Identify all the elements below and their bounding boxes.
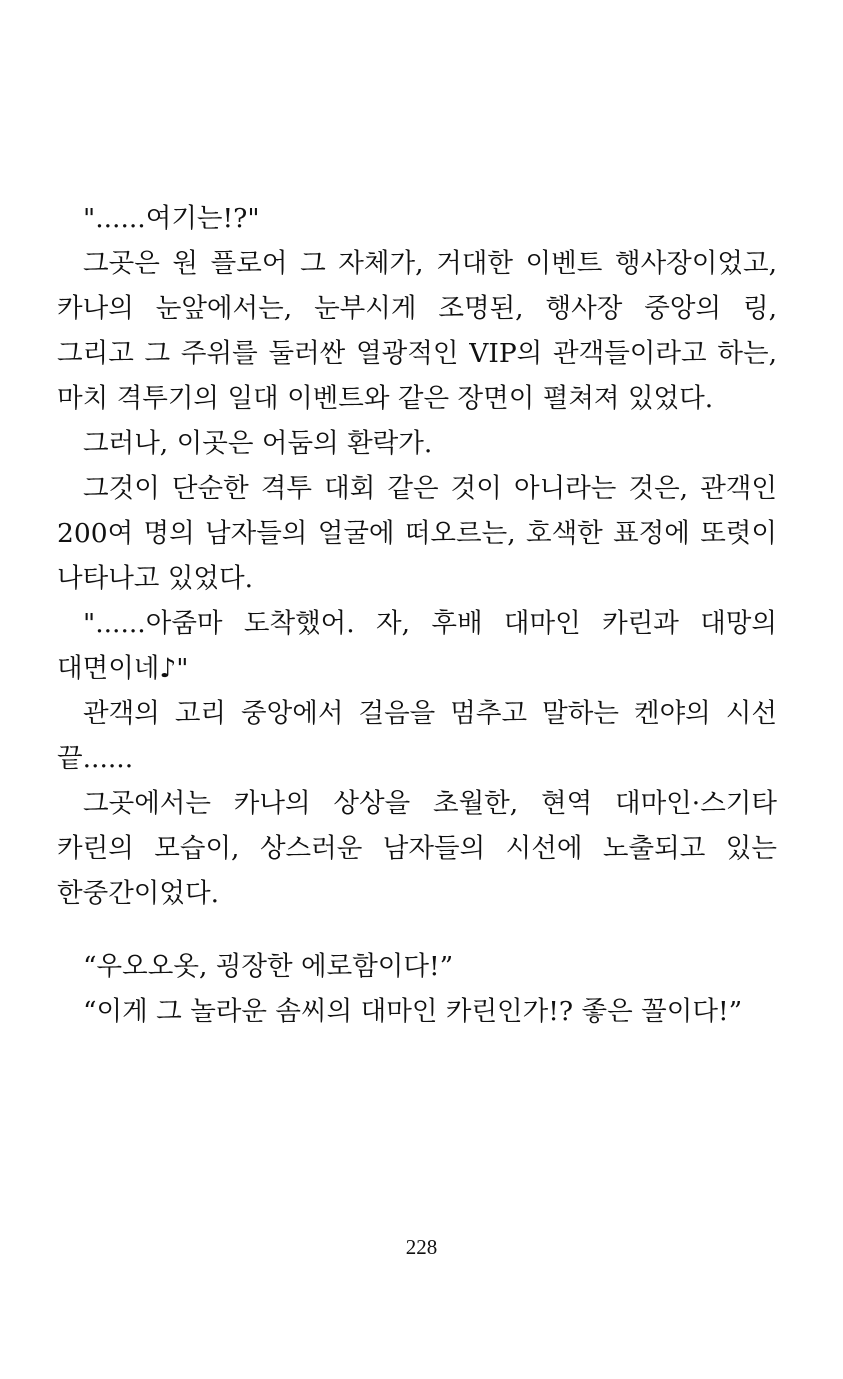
body-text <box>57 196 777 1034</box>
text-line: 끝...... <box>57 743 134 774</box>
page-number: 228 <box>405 1235 438 1259</box>
text-line: 그곳에서는 카나의 상상을 초월한, 현역 대마인·스기타 <box>83 788 777 819</box>
text-line: 나타나고 있었다. <box>57 563 254 594</box>
paragraph-gap <box>57 916 777 944</box>
text-line: “우오오옷, 굉장한 에로함이다!” <box>83 951 454 982</box>
text-line: 그것이 단순한 격투 대회 같은 것이 아니라는 것은, 관객인 <box>83 473 777 504</box>
text-line: 그리고 그 주위를 둘러싼 열광적인 VIP의 관객들이라고 하는, <box>57 338 777 369</box>
text-line: 200여 명의 남자들의 얼굴에 떠오르는, 호색한 표정에 또렷이 <box>57 518 777 549</box>
text-line: 카나의 눈앞에서는, 눈부시게 조명된, 행사장 중앙의 링, <box>57 293 777 324</box>
text-line: 마치 격투기의 일대 이벤트와 같은 장면이 펼쳐져 있었다. <box>57 383 714 414</box>
text-line: "......아줌마 도착했어. 자, 후배 대마인 카린과 대망의 <box>83 608 777 639</box>
text-line: “이게 그 놀라운 솜씨의 대마인 카린인가!? 좋은 꼴이다!” <box>83 996 743 1027</box>
text-line: 대면이네♪" <box>57 653 189 684</box>
text-line: 한중간이었다. <box>57 878 220 909</box>
text-line: 관객의 고리 중앙에서 걸음을 멈추고 말하는 켄야의 시선 <box>83 698 777 729</box>
text-line: 카린의 모습이, 상스러운 남자들의 시선에 노출되고 있는 <box>57 833 777 864</box>
text-line: "......여기는!?" <box>83 203 260 234</box>
text-line: 그곳은 원 플로어 그 자체가, 거대한 이벤트 행사장이었고, <box>83 248 777 279</box>
text-line: 그러나, 이곳은 어둠의 환락가. <box>83 428 433 459</box>
